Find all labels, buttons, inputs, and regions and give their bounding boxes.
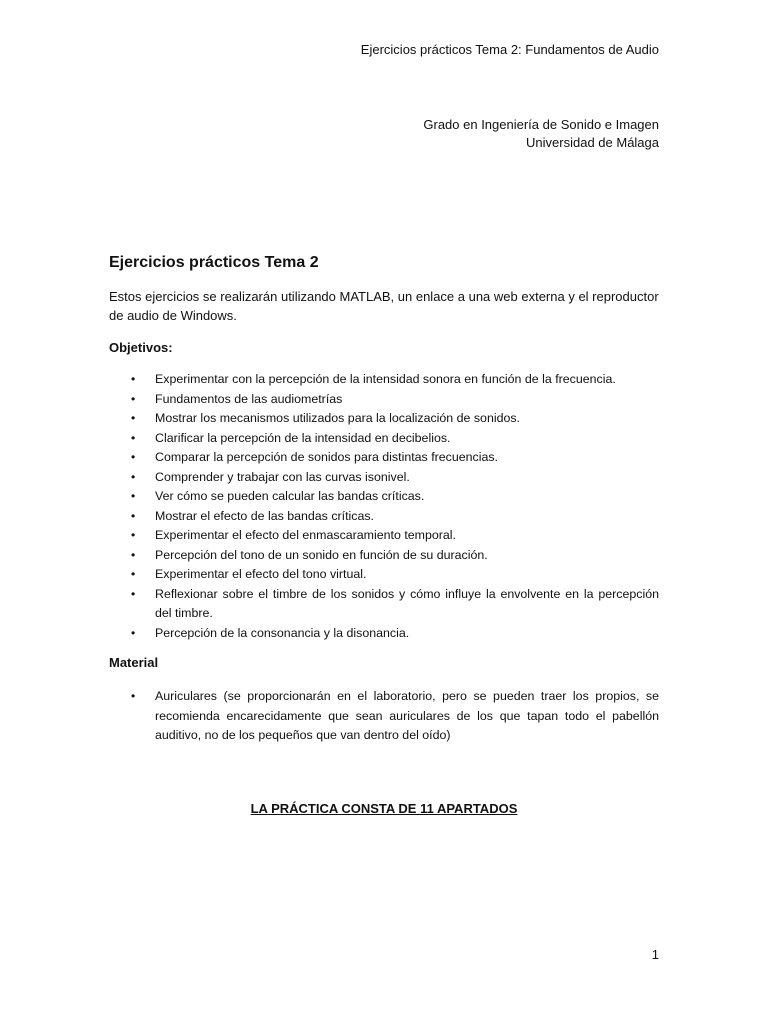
objetivo-text: Experimentar el efecto del enmascaramiento temporal. — [155, 528, 456, 542]
material-heading: Material — [109, 655, 159, 670]
objetivo-item — [109, 468, 659, 488]
objetivo-text: Experimentar con la percepción de la intensidad sonora en función de la frecuencia. — [155, 372, 616, 386]
bullet-icon: • — [131, 528, 136, 542]
objetivo-item — [109, 370, 659, 390]
objetivo-text: Percepción de la consonancia y la disonancia. — [155, 625, 410, 640]
objetivo-text: Comprender y trabajar con las curvas isonivel. — [155, 469, 410, 484]
objetivo-text: Reflexionar sobre el timbre de los sonidos y cómo influye la envolvente en la percepción del timbre. — [155, 586, 659, 620]
running-header: Ejercicios prácticos Tema 2: Fundamentos de Audio — [360, 42, 659, 57]
intro-paragraph: Estos ejercicios se realizarán utilizando MATLAB, un enlace a una web externa y el reproductor de audio de Windows. — [109, 289, 659, 323]
bullet-icon: • — [131, 567, 136, 581]
objetivo-item — [109, 526, 659, 546]
bullet-icon: • — [131, 489, 136, 503]
bullet-icon: • — [131, 586, 136, 601]
bullet-icon: • — [131, 450, 136, 464]
bullet-icon: • — [131, 391, 136, 406]
bullet-icon: • — [131, 508, 136, 523]
objetivo-text: Clarificar la percepción de la intensidad en decibelios. — [155, 430, 451, 445]
objetivo-item — [109, 585, 659, 624]
bullet-icon: • — [131, 372, 136, 386]
objetivo-text: Mostrar los mecanismos utilizados para la localización de sonidos. — [155, 411, 521, 425]
affiliation-block — [423, 116, 659, 152]
objetivo-item — [109, 429, 659, 449]
bullet-icon: • — [131, 689, 136, 703]
objetivo-text: Fundamentos de las audiometrías — [155, 391, 343, 406]
bullet-icon: • — [131, 547, 136, 562]
document-title: Ejercicios prácticos Tema 2 — [109, 254, 319, 271]
objetivos-heading: Objetivos: — [109, 340, 173, 355]
objetivo-text: Experimentar el efecto del tono virtual. — [155, 567, 367, 581]
material-list — [109, 687, 659, 746]
bullet-icon: • — [131, 625, 136, 640]
objetivo-item — [109, 565, 659, 585]
page-number: 1 — [651, 947, 659, 962]
objetivo-item — [109, 546, 659, 566]
objetivo-item — [109, 409, 659, 429]
objetivo-text: Ver cómo se pueden calcular las bandas críticas. — [155, 489, 425, 503]
bullet-icon: • — [131, 430, 136, 445]
university-name: Universidad de Málaga — [526, 135, 659, 150]
objetivo-item — [109, 507, 659, 527]
objetivo-item — [109, 624, 659, 644]
objetivo-text: Mostrar el efecto de las bandas críticas. — [155, 508, 375, 523]
objetivo-item — [109, 487, 659, 507]
objetivos-list — [109, 370, 659, 643]
bullet-icon: • — [131, 469, 136, 484]
apartados-notice: LA PRÁCTICA CONSTA DE 11 APARTADOS — [250, 801, 518, 816]
material-item — [109, 687, 659, 746]
objetivo-item — [109, 390, 659, 410]
material-text: Auriculares (se proporcionarán en el laboratorio, pero se pueden traer los propios, se recomienda encarecidamente que sean auriculares de los que tapan todo el pabellón auditivo, no de los pequeños que van dentro del oído) — [155, 689, 659, 742]
objetivo-text: Percepción del tono de un sonido en función de su duración. — [155, 547, 488, 562]
objetivo-text: Comparar la percepción de sonidos para distintas frecuencias. — [155, 450, 498, 464]
objetivo-item — [109, 448, 659, 468]
bullet-icon: • — [131, 411, 136, 425]
degree-name: Grado en Ingeniería de Sonido e Imagen — [423, 117, 659, 132]
